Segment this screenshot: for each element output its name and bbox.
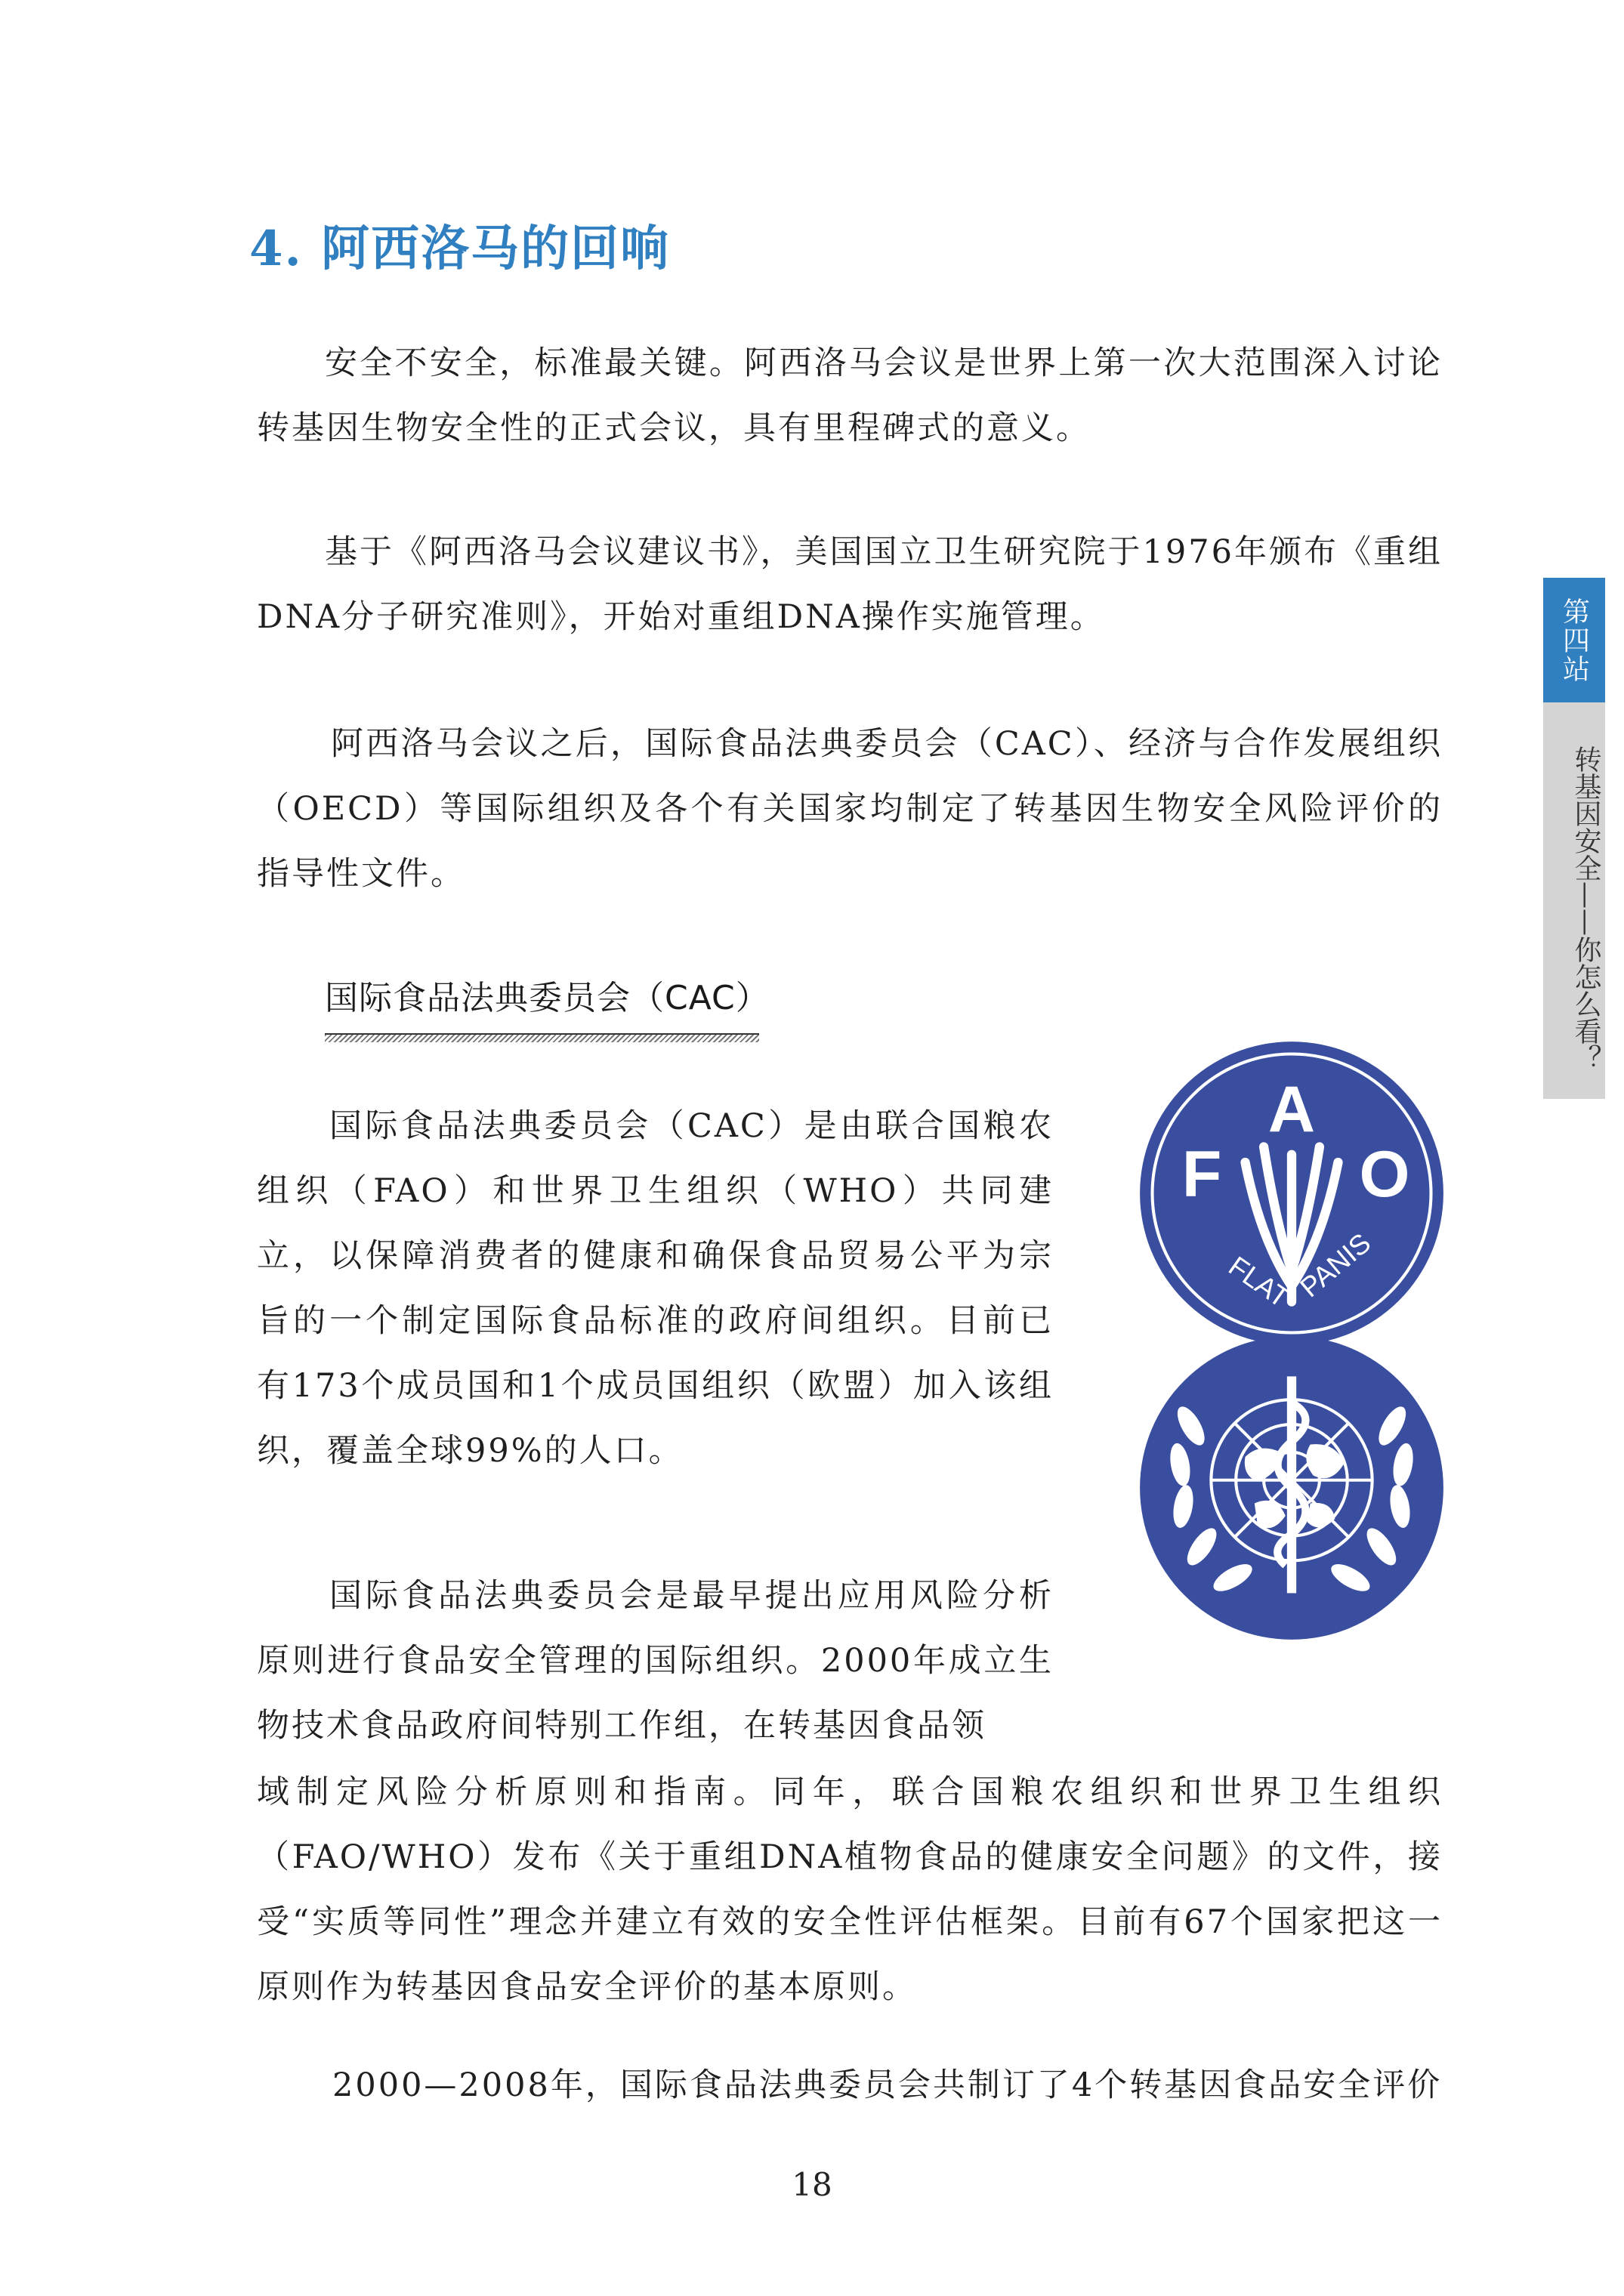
fao-motto-right: PANIS [1294,1227,1377,1304]
paragraph-1: 安全不安全，标准最关键。阿西洛马会议是世界上第一次大范围深入讨论转基因生物安全性的正式会议，具有里程碑式的意义。 [257,344,1443,447]
sidebox-title: 国际食品法典委员会（CAC） [325,979,770,1017]
paragraph-cac-intro: 国际食品法典委员会（CAC）是由联合国粮农组织（FAO）和世界卫生组织（WHO）共同建立，以保障消费者的健康和确保食品贸易公平为宗旨的一个制定国际食品标准的政府间组织。目前已有173个成员国和1个成员国组织（欧盟）加入该组织，覆盖全球99%的人口。 [257,1107,1054,1470]
fao-letter-o: O [1359,1138,1410,1211]
paragraph-cac-standards: 2000—2008年，国际食品法典委员会共制订了4个转基因食品安全评价 [332,2066,1443,2104]
page-number: 18 [792,2166,832,2203]
paragraph-cac-risk: 国际食品法典委员会是最早提出应用风险分析原则进行食品安全管理的国际组织。2000年成立生物技术食品政府间特别工作组，在转基因食品领 [257,1577,1054,1745]
chapter-label: 第四站 [1543,578,1605,702]
chapter-side-tab [1543,578,1605,1099]
fao-logo [1137,1038,1446,1348]
chapter-title: 转基因安全——你怎么看？ [1570,745,1601,1072]
fao-letter-f: F [1181,1138,1222,1211]
who-logo [1137,1333,1446,1643]
fao-letter-a: A [1267,1073,1316,1146]
paragraph-2: 基于《阿西洛马会议建议书》，美国国立卫生研究院于1976年颁布《重组DNA分子研究准则》，开始对重组DNA操作实施管理。 [257,533,1443,636]
paragraph-3: 阿西洛马会议之后，国际食品法典委员会（CAC）、经济与合作发展组织（OECD）等国际组织及各个有关国家均制定了转基因生物安全风险评价的指导性文件。 [257,725,1443,893]
fao-motto-left: FLAT [1223,1250,1295,1314]
sidebox-title-underline [325,1033,759,1042]
section-heading: 4. 阿西洛马的回响 [249,221,671,277]
paragraph-cac-risk-continued: 域制定风险分析原则和指南。同年，联合国粮农组织和世界卫生组织（FAO/WHO）发布《关于重组DNA植物食品的健康安全问题》的文件，接受“实质等同性”理念并建立有效的安全性评估框架。目前有67个国家把这一原则作为转基因食品安全评价的基本原则。 [257,1773,1443,2006]
